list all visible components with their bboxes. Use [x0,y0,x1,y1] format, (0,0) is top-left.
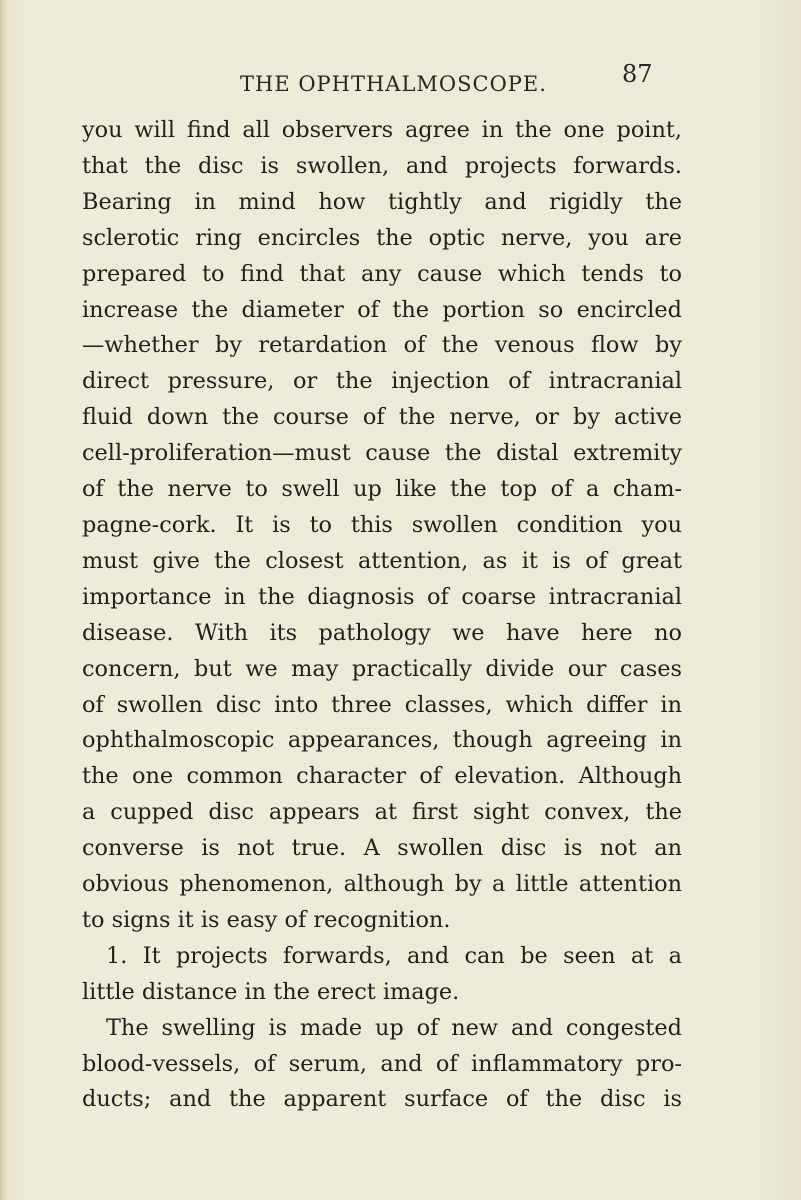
text-line: importance in the diagnosis of coarse intracranial [82,583,682,610]
binding-edge [0,0,8,1200]
body-text [82,113,682,1118]
text-line: ducts; and the apparent surface of the disc is [82,1086,682,1113]
text-line: 1. It projects forwards, and can be seen at a [106,942,682,969]
text-line: The swelling is made up of new and congested [106,1014,682,1041]
text-line: sclerotic ring encircles the optic nerve, you are [82,224,682,251]
text-line: prepared to find that any cause which tends to [82,260,682,287]
text-line: disease. With its pathology we have here no [82,619,682,646]
text-line: Bearing in mind how tightly and rigidly the [82,188,682,215]
text-line: —whether by retardation of the venous flow by [82,332,682,359]
text-line: that the disc is swollen, and projects forwards. [82,152,682,179]
text-line: cell-proliferation—must cause the distal extremity [82,440,682,467]
text-line: concern, but we may practically divide our cases [82,655,682,682]
text-line: of swollen disc into three classes, which differ in [82,691,682,718]
text-line: the one common character of elevation. Although [82,763,682,790]
text-line: little distance in the erect image. [82,978,460,1005]
text-line: converse is not true. A swollen disc is not an [82,835,682,862]
text-line: increase the diameter of the portion so encircled [82,296,682,323]
text-line: pagne-cork. It is to this swollen condition you [82,511,682,538]
page-number: 87 [622,60,653,88]
text-line: must give the closest attention, as it is of great [82,547,682,574]
text-line: to signs it is easy of recognition. [82,906,451,933]
text-line: ophthalmoscopic appearances, though agreeing in [82,727,682,754]
text-line: of the nerve to swell up like the top of a cham- [82,476,682,503]
text-line: a cupped disc appears at first sight convex, the [82,799,682,826]
text-line: fluid down the course of the nerve, or by active [82,404,682,431]
running-head: THE OPHTHALMOSCOPE. [240,72,547,96]
text-line: you will find all observers agree in the one point, [82,117,682,143]
text-line: blood-vessels, of serum, and of inflammatory pro- [82,1050,682,1077]
text-line: obvious phenomenon, although by a little attention [82,871,682,898]
text-line: direct pressure, or the injection of intracranial [82,368,682,395]
